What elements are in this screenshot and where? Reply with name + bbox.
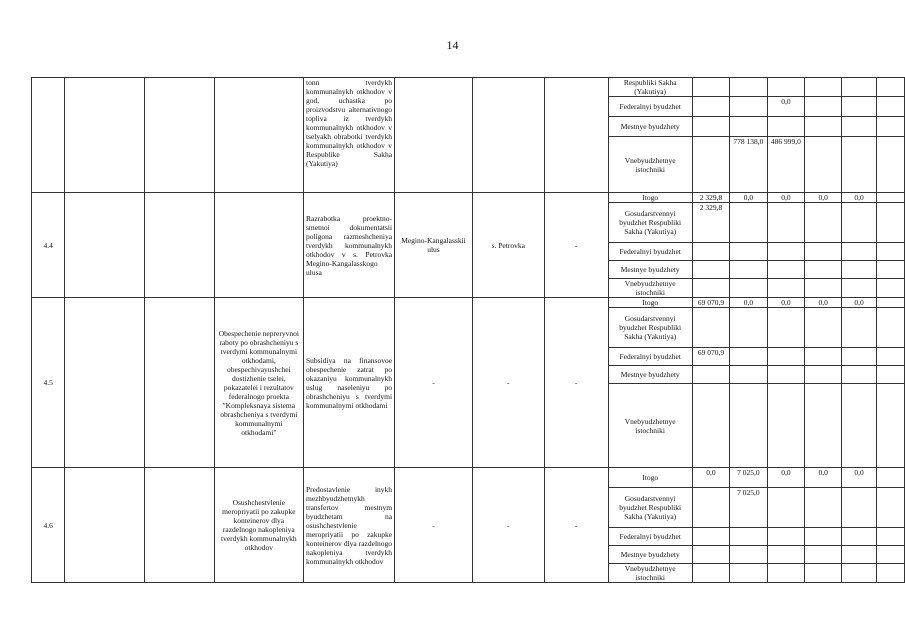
amount-cell — [767, 117, 804, 137]
district-cell: - — [395, 298, 473, 468]
funding-source-cell: Federalnyi byudzhet — [608, 97, 692, 117]
amount-cell — [842, 78, 876, 97]
amount-cell — [767, 78, 804, 97]
amount-cell — [876, 261, 904, 279]
amount-cell — [730, 78, 767, 97]
funding-source-cell: Mestnye byudzhety — [608, 261, 692, 279]
page-number: 14 — [446, 38, 459, 52]
amount-cell — [876, 279, 904, 298]
amount-cell: 0,0 — [692, 468, 729, 488]
table-row — [32, 298, 905, 308]
row-number-cell: 4.6 — [32, 468, 65, 583]
settlement-cell — [472, 78, 544, 193]
amount-cell — [767, 384, 804, 468]
amount-cell — [730, 546, 767, 564]
empty-cell — [144, 78, 214, 193]
amount-cell: 0,0 — [767, 193, 804, 203]
amount-cell: 7 025,0 — [730, 468, 767, 488]
amount-cell: 0,0 — [842, 193, 876, 203]
amount-cell — [805, 137, 842, 193]
table-row — [32, 78, 905, 97]
amount-cell — [805, 243, 842, 261]
amount-cell — [692, 366, 729, 384]
funding-source-cell: Vnebyudzhetnye istochniki — [608, 279, 692, 298]
amount-cell — [730, 203, 767, 243]
amount-cell — [692, 137, 729, 193]
amount-cell — [876, 78, 904, 97]
funding-source-cell: Respubliki Sakha (Yakutiya) — [608, 78, 692, 97]
amount-cell — [767, 528, 804, 546]
amount-cell — [767, 279, 804, 298]
funding-source-cell: Gosudarstvennyi byudzhet Respubliki Sakha (Yakutiya) — [608, 488, 692, 528]
amount-cell — [876, 243, 904, 261]
amount-cell — [876, 546, 904, 564]
empty-cell — [144, 193, 214, 298]
amount-cell — [876, 308, 904, 348]
amount-cell — [842, 117, 876, 137]
amount-cell — [842, 384, 876, 468]
amount-cell — [805, 488, 842, 528]
amount-cell — [876, 348, 904, 366]
amount-cell — [842, 97, 876, 117]
amount-cell — [767, 366, 804, 384]
amount-cell — [842, 528, 876, 546]
amount-cell — [842, 203, 876, 243]
amount-cell — [876, 384, 904, 468]
table-body — [32, 78, 905, 583]
amount-cell — [876, 298, 904, 308]
amount-cell — [805, 308, 842, 348]
amount-cell: 0,0 — [730, 193, 767, 203]
amount-cell: 0,0 — [842, 298, 876, 308]
amount-cell — [692, 78, 729, 97]
amount-cell — [692, 528, 729, 546]
amount-cell — [842, 546, 876, 564]
row-number-cell: 4.4 — [32, 193, 65, 298]
amount-cell: 2 329,8 — [692, 203, 729, 243]
funding-source-cell: Vnebyudzhetnye istochniki — [608, 564, 692, 583]
amount-cell — [876, 193, 904, 203]
period-cell: - — [544, 468, 608, 583]
measure-cell: Osushchestvlenie meropriyatii po zakupke konteinerov dlya razdelnogo nakopleniya tverdykh kommunalnykh otkhodov — [214, 468, 303, 583]
funding-source-cell: Federalnyi byudzhet — [608, 243, 692, 261]
activity-cell: tonn tverdykh kommunalnykh otkhodov v god, uchastka po proizvodstvu alternativnogo topliva iz tverdykh kommunalnykh otkhodov v tselyakh obrabotki tverdykh kommunalnykh otkhodov v Respublike Sakha (Yakutiya) — [303, 78, 394, 193]
funding-source-cell: Vnebyudzhetnye istochniki — [608, 384, 692, 468]
amount-cell — [767, 488, 804, 528]
amount-cell: 0,0 — [805, 298, 842, 308]
amount-cell — [767, 564, 804, 583]
amount-cell: 69 070,9 — [692, 348, 729, 366]
amount-cell — [805, 78, 842, 97]
amount-cell — [805, 348, 842, 366]
amount-cell — [767, 348, 804, 366]
amount-cell — [876, 203, 904, 243]
amount-cell — [730, 243, 767, 261]
amount-cell — [876, 564, 904, 583]
district-cell — [395, 78, 473, 193]
amount-cell — [730, 308, 767, 348]
empty-cell — [65, 193, 145, 298]
amount-cell — [692, 384, 729, 468]
empty-cell — [65, 78, 145, 193]
amount-cell: 69 070,9 — [692, 298, 729, 308]
district-cell: Megino-Kangalasskii ulus — [395, 193, 473, 298]
amount-cell — [842, 261, 876, 279]
amount-cell — [842, 348, 876, 366]
program-measures-table — [31, 77, 905, 583]
amount-cell — [842, 137, 876, 193]
amount-cell: 0,0 — [767, 468, 804, 488]
amount-cell: 0,0 — [730, 298, 767, 308]
amount-cell — [876, 117, 904, 137]
settlement-cell: - — [472, 468, 544, 583]
amount-cell — [692, 564, 729, 583]
measure-cell — [214, 78, 303, 193]
amount-cell — [842, 564, 876, 583]
amount-cell — [805, 546, 842, 564]
funding-source-cell: Vnebyudzhetnye istochniki — [608, 137, 692, 193]
amount-cell — [767, 308, 804, 348]
amount-cell — [730, 279, 767, 298]
amount-cell — [692, 117, 729, 137]
funding-source-cell: Mestnye byudzhety — [608, 546, 692, 564]
amount-cell: 0,0 — [805, 193, 842, 203]
amount-cell: 2 329,8 — [692, 193, 729, 203]
amount-cell — [876, 528, 904, 546]
amount-cell — [805, 279, 842, 298]
amount-cell — [842, 279, 876, 298]
amount-cell — [730, 117, 767, 137]
amount-cell: 7 025,0 — [730, 488, 767, 528]
activity-cell: Razrabotka proektno-smetnoi dokumentatsii poligona razmeshcheniya tverdykh kommunalnykh otkhodov v s. Petrovka Megino-Kangalasskogo ulusa — [303, 193, 394, 298]
amount-cell — [692, 308, 729, 348]
amount-cell: 0,0 — [805, 468, 842, 488]
row-number-cell — [32, 78, 65, 193]
empty-cell — [65, 298, 145, 468]
amount-cell — [805, 564, 842, 583]
amount-cell — [692, 243, 729, 261]
amount-cell — [876, 97, 904, 117]
funding-source-cell: Federalnyi byudzhet — [608, 348, 692, 366]
period-cell: - — [544, 193, 608, 298]
empty-cell — [144, 298, 214, 468]
period-cell: - — [544, 298, 608, 468]
amount-cell — [805, 97, 842, 117]
funding-source-cell: Itogo — [608, 468, 692, 488]
amount-cell — [805, 528, 842, 546]
amount-cell — [805, 366, 842, 384]
amount-cell — [692, 97, 729, 117]
amount-cell — [842, 366, 876, 384]
funding-source-cell: Mestnye byudzhety — [608, 117, 692, 137]
amount-cell — [876, 366, 904, 384]
measure-cell: Obespechenie nepreryvnoi raboty po obrashcheniyu s tverdymi kommunalnymi otkhodami, obespechivayushchei dostizhenie tselei, pokazatelei i rezultatov federalnogo proekta "Kompleksnaya sistema obrashcheniya s tverdymi kommunalnymi otkhodami" — [214, 298, 303, 468]
amount-cell — [767, 546, 804, 564]
settlement-cell: - — [472, 298, 544, 468]
amount-cell — [767, 243, 804, 261]
amount-cell — [692, 261, 729, 279]
activity-cell: Subsidiya na finansovoe obespechenie zatrat po okazaniyu kommunalnykh uslug naseleniyu po obrashcheniyu s tverdymi kommunalnymi otkhodami — [303, 298, 394, 468]
amount-cell — [730, 528, 767, 546]
district-cell: - — [395, 468, 473, 583]
table-row — [32, 193, 905, 203]
amount-cell — [730, 384, 767, 468]
measure-cell — [214, 193, 303, 298]
funding-source-cell: Itogo — [608, 193, 692, 203]
amount-cell — [730, 97, 767, 117]
funding-source-cell: Mestnye byudzhety — [608, 366, 692, 384]
amount-cell — [730, 261, 767, 279]
amount-cell — [730, 348, 767, 366]
amount-cell — [692, 279, 729, 298]
amount-cell: 486 999,0 — [767, 137, 804, 193]
amount-cell: 0,0 — [767, 298, 804, 308]
empty-cell — [65, 468, 145, 583]
amount-cell — [876, 468, 904, 488]
settlement-cell: s. Petrovka — [472, 193, 544, 298]
funding-source-cell: Federalnyi byudzhet — [608, 528, 692, 546]
amount-cell — [692, 488, 729, 528]
amount-cell — [842, 243, 876, 261]
amount-cell — [876, 488, 904, 528]
funding-source-cell: Gosudarstvennyi byudzhet Respubliki Sakha (Yakutiya) — [608, 308, 692, 348]
amount-cell: 0,0 — [767, 97, 804, 117]
period-cell — [544, 78, 608, 193]
funding-source-cell: Itogo — [608, 298, 692, 308]
amount-cell — [842, 308, 876, 348]
amount-cell — [805, 117, 842, 137]
amount-cell — [692, 546, 729, 564]
amount-cell — [730, 564, 767, 583]
amount-cell — [730, 366, 767, 384]
activity-cell: Predostavlenie inykh mezhbyudzhetnykh transfertov mestnym byudzhetam na osushchestvlenie meropriyatii po zakupke konteinerov dlya razdelnogo nakopleniya tverdykh kommunalnykh otkhodov — [303, 468, 394, 583]
row-number-cell: 4.5 — [32, 298, 65, 468]
amount-cell — [842, 488, 876, 528]
amount-cell — [805, 384, 842, 468]
empty-cell — [144, 468, 214, 583]
amount-cell: 0,0 — [842, 468, 876, 488]
amount-cell — [767, 261, 804, 279]
table-row — [32, 468, 905, 488]
amount-cell — [876, 137, 904, 193]
funding-source-cell: Gosudarstvennyi byudzhet Respubliki Sakha (Yakutiya) — [608, 203, 692, 243]
amount-cell — [805, 203, 842, 243]
amount-cell — [767, 203, 804, 243]
amount-cell — [805, 261, 842, 279]
amount-cell: 778 138,0 — [730, 137, 767, 193]
